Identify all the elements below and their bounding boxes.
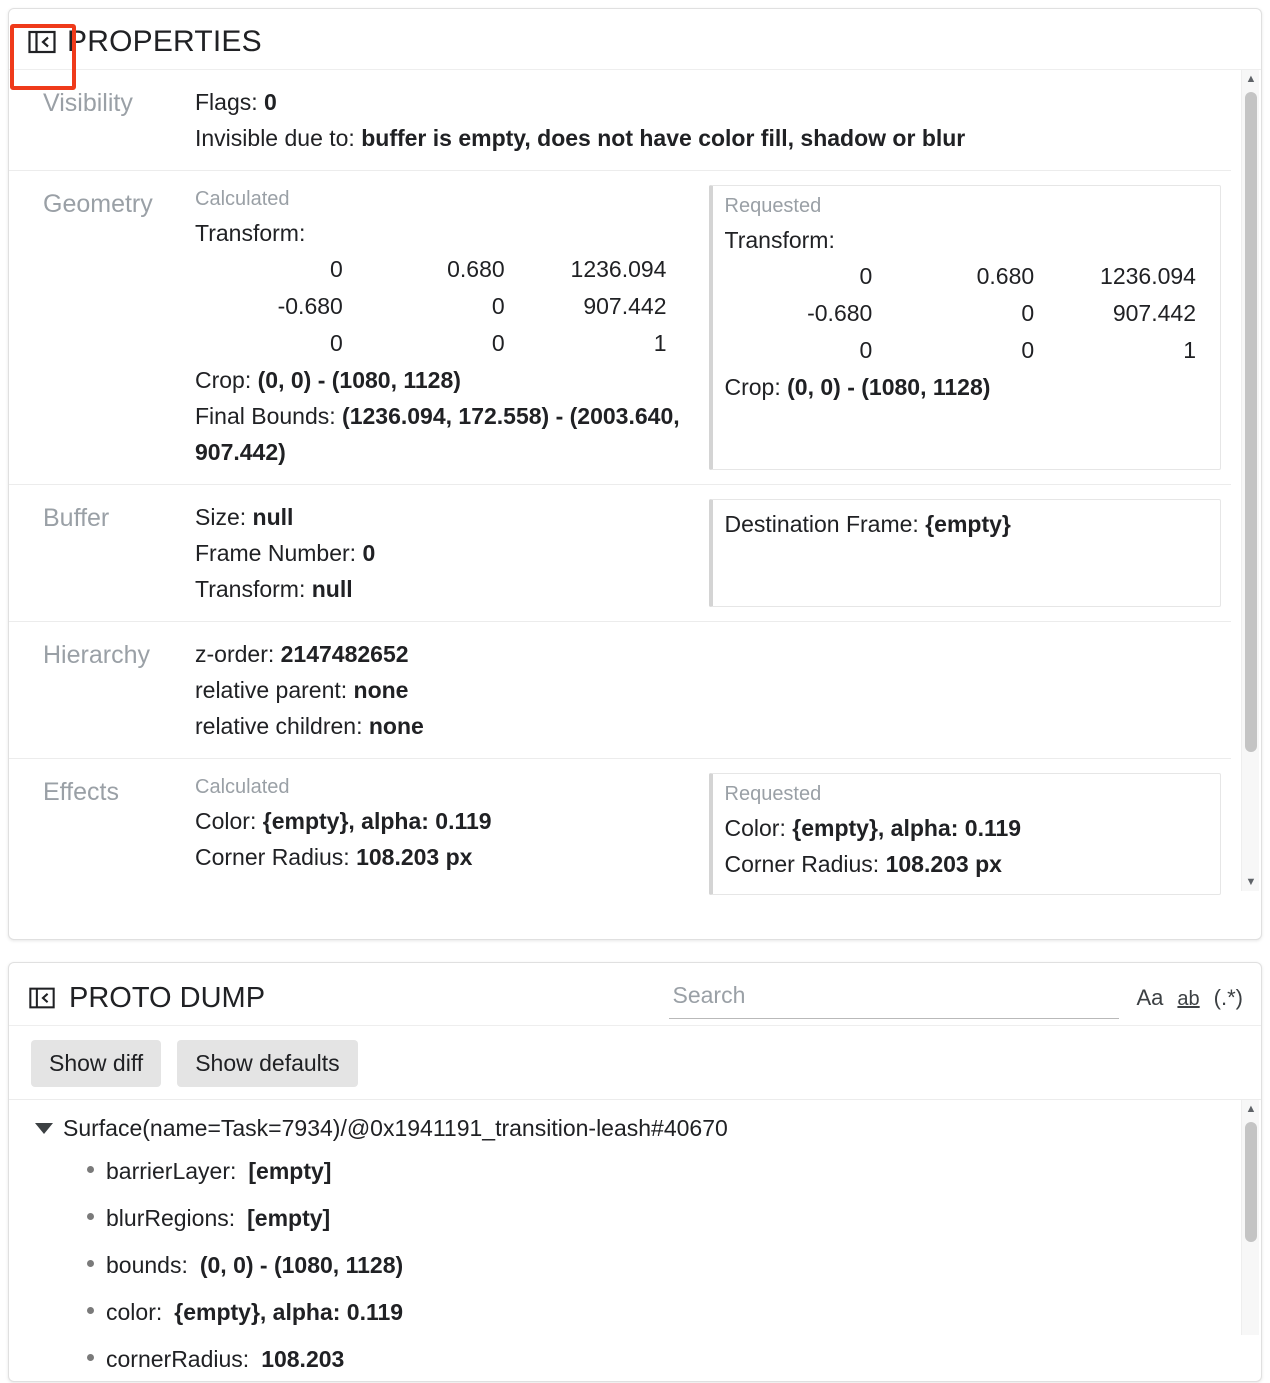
proto-dump-title: PROTO DUMP bbox=[69, 981, 266, 1014]
transform-label: Transform: bbox=[195, 220, 306, 246]
tree-root-node[interactable] bbox=[35, 1108, 1239, 1148]
transform-matrix-calculated bbox=[195, 251, 681, 362]
search-field[interactable] bbox=[669, 977, 1119, 1019]
proto-dump-toolbar bbox=[9, 1025, 1261, 1099]
property-label: Buffer bbox=[43, 504, 110, 532]
geometry-final-bounds: Final Bounds: (1236.094, 172.558) - (2003.640, 907.442) bbox=[195, 403, 680, 465]
tree-item-value: 108.203 bbox=[261, 1346, 345, 1372]
matrix-cell: 0 bbox=[1021, 337, 1035, 363]
search-options bbox=[1137, 985, 1244, 1019]
effects-corner-radius-requested: Corner Radius: 108.203 px bbox=[724, 851, 1002, 877]
buffer-values bbox=[195, 499, 681, 607]
tree-item-value: [empty] bbox=[247, 1205, 331, 1231]
geometry-crop: Crop: (0, 0) - (1080, 1128) bbox=[195, 367, 461, 393]
matrix-cell: 0.680 bbox=[447, 256, 505, 282]
show-defaults-button[interactable]: Show defaults bbox=[177, 1040, 357, 1087]
property-label: Visibility bbox=[43, 89, 133, 117]
matrix-cell: 0 bbox=[330, 330, 343, 356]
whole-word-option[interactable]: ab bbox=[1177, 988, 1200, 1010]
property-row-effects bbox=[9, 759, 1231, 909]
property-row-visibility bbox=[9, 70, 1231, 171]
match-case-option[interactable]: Aa bbox=[1136, 985, 1164, 1010]
bullet-icon bbox=[87, 1166, 94, 1173]
destination-frame: Destination Frame: {empty} bbox=[724, 511, 1011, 537]
collapse-panel-icon[interactable] bbox=[27, 27, 57, 57]
bullet-icon bbox=[87, 1260, 94, 1267]
column-caption: Calculated bbox=[195, 188, 290, 210]
scrollbar-thumb[interactable] bbox=[1245, 92, 1257, 752]
show-diff-button[interactable]: Show diff bbox=[31, 1040, 161, 1087]
list-item[interactable] bbox=[35, 1242, 1239, 1289]
hierarchy-values bbox=[195, 636, 1221, 744]
proto-dump-tree-wrapper bbox=[9, 1099, 1261, 1372]
matrix-cell: 1236.094 bbox=[570, 256, 667, 282]
hierarchy-relative-parent: relative parent: none bbox=[195, 677, 409, 703]
buffer-transform: Transform: null bbox=[195, 576, 353, 602]
matrix-cell: -0.680 bbox=[807, 300, 873, 326]
tree-item-key: color: bbox=[106, 1299, 163, 1325]
scroll-up-icon[interactable]: ▲ bbox=[1245, 73, 1257, 85]
collapse-panel-icon[interactable] bbox=[27, 983, 57, 1013]
matrix-cell: 907.442 bbox=[583, 293, 667, 319]
proto-dump-panel bbox=[8, 962, 1262, 1382]
tree-root-label: Surface(name=Task=7934)/@0x1941191_transition-leash#40670 bbox=[63, 1115, 728, 1141]
column-caption: Calculated bbox=[195, 776, 290, 798]
matrix-cell: 1236.094 bbox=[1100, 263, 1196, 289]
bullet-icon bbox=[87, 1307, 94, 1314]
matrix-cell: 0 bbox=[491, 293, 505, 319]
property-label: Hierarchy bbox=[43, 641, 150, 669]
properties-panel bbox=[8, 8, 1262, 940]
properties-scrollbar[interactable] bbox=[1241, 70, 1259, 891]
matrix-cell: 0.680 bbox=[976, 263, 1035, 289]
list-item[interactable] bbox=[35, 1336, 1239, 1372]
property-label: Geometry bbox=[43, 190, 153, 218]
transform-label: Transform: bbox=[724, 227, 835, 253]
property-label: Effects bbox=[43, 778, 119, 806]
search-area bbox=[669, 977, 1244, 1019]
tree-item-value: (0, 0) - (1080, 1128) bbox=[199, 1252, 404, 1278]
tree-item-key: bounds: bbox=[106, 1252, 188, 1278]
visibility-invisible-reason: Invisible due to: buffer is empty, does not have color fill, shadow or blur bbox=[195, 125, 966, 151]
scroll-down-icon[interactable]: ▼ bbox=[1245, 876, 1257, 888]
proto-dump-tree bbox=[9, 1100, 1239, 1372]
property-row-buffer bbox=[9, 485, 1231, 622]
properties-scroll-content bbox=[9, 70, 1239, 891]
effects-requested bbox=[709, 773, 1222, 895]
properties-body bbox=[9, 69, 1261, 891]
matrix-cell: 1 bbox=[1183, 337, 1196, 363]
list-item[interactable] bbox=[35, 1148, 1239, 1195]
buffer-size: Size: null bbox=[195, 504, 294, 530]
tree-item-value: {empty}, alpha: 0.119 bbox=[174, 1299, 404, 1325]
list-item[interactable] bbox=[35, 1195, 1239, 1242]
visibility-flags: Flags: 0 bbox=[195, 89, 277, 115]
transform-matrix-requested bbox=[725, 258, 1211, 369]
bullet-icon bbox=[87, 1213, 94, 1220]
tree-item-key: blurRegions: bbox=[106, 1205, 236, 1231]
matrix-cell: 0 bbox=[859, 263, 873, 289]
page-title: PROPERTIES bbox=[67, 25, 262, 58]
proto-dump-scrollbar[interactable] bbox=[1241, 1100, 1259, 1335]
hierarchy-z-order: z-order: 2147482652 bbox=[195, 641, 409, 667]
effects-color: Color: {empty}, alpha: 0.119 bbox=[195, 808, 492, 834]
hierarchy-relative-children: relative children: none bbox=[195, 713, 424, 739]
geometry-calculated bbox=[195, 185, 681, 470]
matrix-cell: 0 bbox=[1021, 300, 1035, 326]
scrollbar-thumb[interactable] bbox=[1245, 1122, 1257, 1242]
tree-item-key: barrierLayer: bbox=[106, 1158, 237, 1184]
matrix-cell: 907.442 bbox=[1112, 300, 1196, 326]
scroll-up-icon[interactable]: ▲ bbox=[1245, 1103, 1257, 1115]
matrix-cell: 0 bbox=[491, 330, 505, 356]
tree-item-key: cornerRadius: bbox=[106, 1346, 250, 1372]
proto-dump-header bbox=[9, 963, 1261, 1025]
buffer-destination-frame bbox=[709, 499, 1222, 607]
visibility-values bbox=[195, 84, 1221, 156]
bullet-icon bbox=[87, 1354, 94, 1361]
matrix-cell: 1 bbox=[653, 330, 667, 356]
effects-calculated bbox=[195, 773, 681, 895]
geometry-requested bbox=[709, 185, 1222, 470]
column-caption: Requested bbox=[724, 783, 822, 805]
properties-header bbox=[9, 9, 1261, 69]
property-row-hierarchy bbox=[9, 622, 1231, 759]
column-caption: Requested bbox=[724, 195, 822, 217]
matrix-cell: 0 bbox=[859, 337, 873, 363]
regex-option[interactable]: (.*) bbox=[1213, 985, 1243, 1010]
matrix-cell: -0.680 bbox=[277, 293, 343, 319]
tree-item-value: [empty] bbox=[248, 1158, 332, 1184]
matrix-cell: 0 bbox=[330, 256, 343, 282]
list-item[interactable] bbox=[35, 1289, 1239, 1336]
geometry-requested-crop: Crop: (0, 0) - (1080, 1128) bbox=[724, 374, 991, 400]
chevron-down-icon[interactable] bbox=[35, 1123, 53, 1134]
effects-color-requested: Color: {empty}, alpha: 0.119 bbox=[724, 815, 1022, 841]
search-input[interactable] bbox=[671, 981, 1117, 1010]
property-row-geometry bbox=[9, 171, 1231, 485]
effects-corner-radius: Corner Radius: 108.203 px bbox=[195, 844, 473, 870]
buffer-frame-number: Frame Number: 0 bbox=[195, 540, 376, 566]
